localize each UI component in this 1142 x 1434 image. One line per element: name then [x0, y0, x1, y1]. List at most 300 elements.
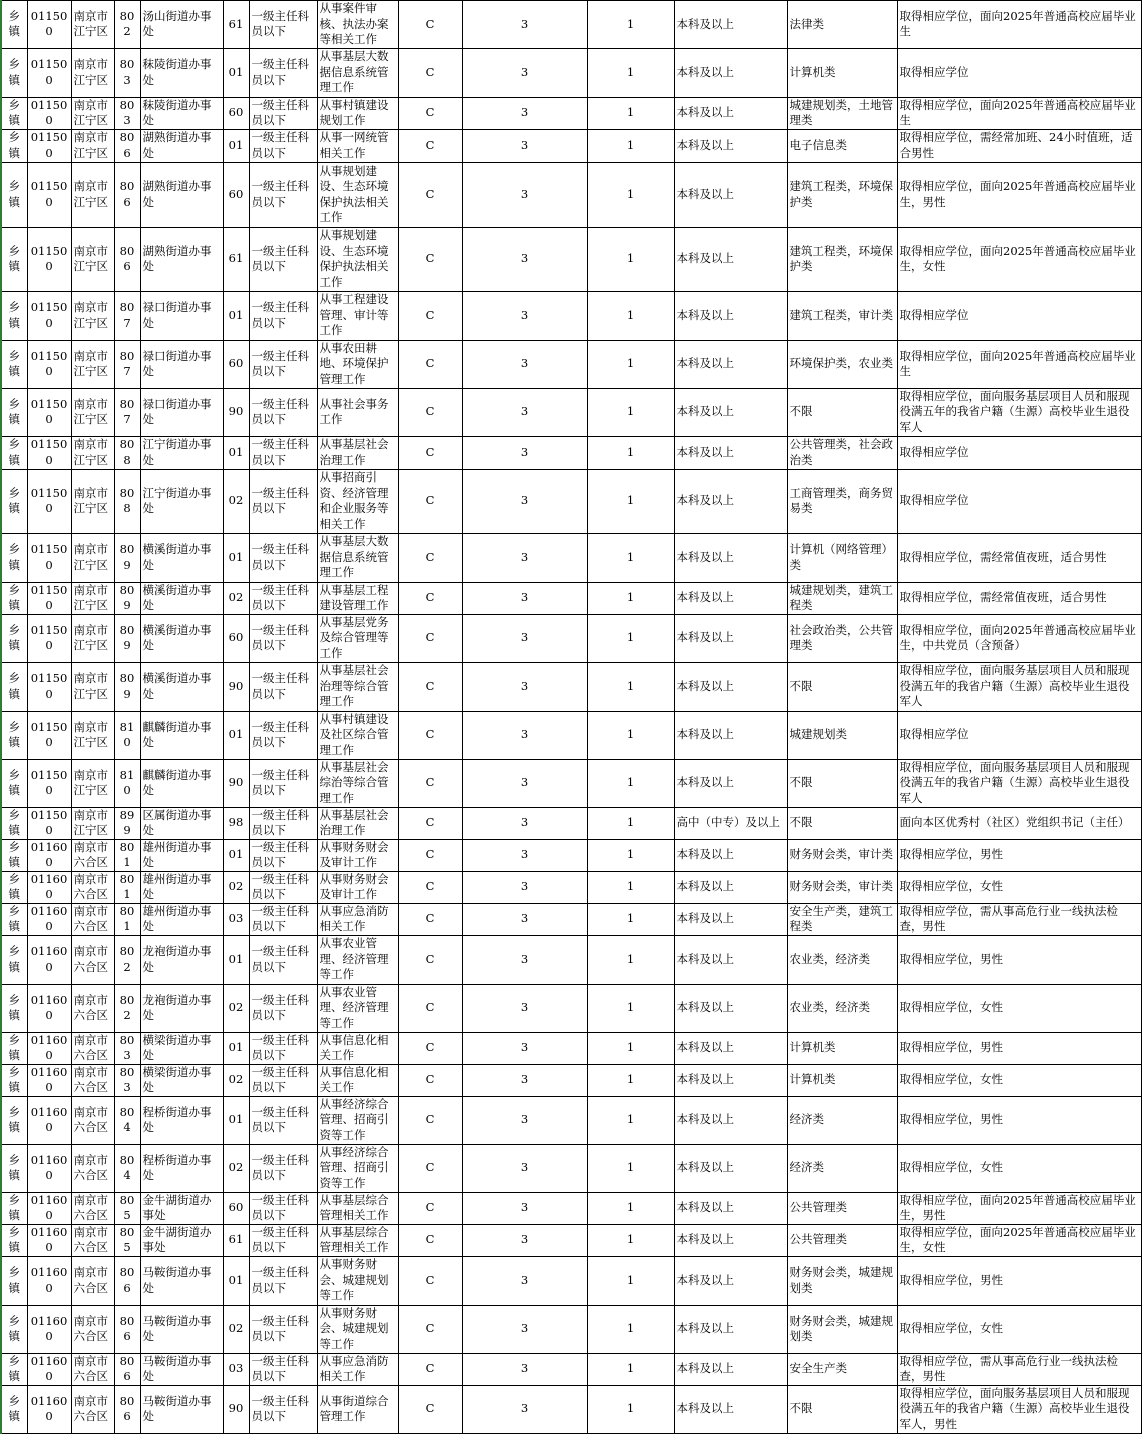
major-cell: 城建规划类，建筑工程类 — [787, 582, 897, 614]
ratio-cell: 3 — [462, 1032, 587, 1064]
unit-code-cell: 803 — [114, 1064, 140, 1096]
count-cell: 1 — [587, 1192, 674, 1224]
unit-name-cell: 湖熟街道办事处 — [140, 129, 223, 162]
note-cell: 取得相应学位 — [897, 469, 1141, 533]
unit-name-cell: 禄口街道办事处 — [140, 340, 223, 388]
description-cell: 从事经济综合管理、招商引资等工作 — [317, 1144, 398, 1192]
level-cell: 一级主任科员以下 — [249, 1256, 317, 1305]
code-cell: 011600 — [27, 1305, 71, 1353]
count-cell: 1 — [587, 711, 674, 759]
area-cell: 南京市六合区 — [71, 1192, 114, 1224]
level-cell: 一级主任科员以下 — [249, 807, 317, 839]
count-cell: 1 — [587, 1, 674, 49]
table-row — [1, 388, 1141, 436]
education-cell: 本科及以上 — [674, 759, 787, 807]
position-code-cell: 90 — [223, 759, 249, 807]
description-cell: 从事农业管理、经济管理等工作 — [317, 935, 398, 984]
major-cell: 公共管理类 — [787, 1192, 897, 1224]
table-row — [1, 1224, 1141, 1256]
table-row — [1, 711, 1141, 759]
ratio-cell: 3 — [462, 839, 587, 871]
table-row — [1, 1192, 1141, 1224]
education-cell: 本科及以上 — [674, 340, 787, 388]
count-cell: 1 — [587, 469, 674, 533]
major-cell: 不限 — [787, 759, 897, 807]
major-cell: 财务财会类，城建规划类 — [787, 1305, 897, 1353]
note-cell: 取得相应学位，男性 — [897, 1096, 1141, 1144]
area-cell: 南京市六合区 — [71, 1305, 114, 1353]
description-cell: 从事农田耕地、环境保护管理工作 — [317, 340, 398, 388]
unit-name-cell: 禄口街道办事处 — [140, 291, 223, 340]
table-row — [1, 533, 1141, 582]
position-code-cell: 02 — [223, 871, 249, 903]
ratio-cell: 3 — [462, 48, 587, 97]
code-cell: 011600 — [27, 871, 71, 903]
education-cell: 高中（中专）及以上 — [674, 807, 787, 839]
type-cell: 乡镇 — [1, 129, 27, 162]
unit-code-cell: 802 — [114, 1, 140, 49]
unit-name-cell: 横溪街道办事处 — [140, 582, 223, 614]
code-cell: 011600 — [27, 984, 71, 1032]
type-cell: 乡镇 — [1, 662, 27, 711]
category-cell: C — [398, 582, 462, 614]
category-cell: C — [398, 227, 462, 291]
ratio-cell: 3 — [462, 340, 587, 388]
note-cell: 取得相应学位，面向服务基层项目人员和服现役满五年的我省户籍（生源）高校毕业生退役军人 — [897, 388, 1141, 436]
category-cell: C — [398, 533, 462, 582]
ratio-cell: 3 — [462, 759, 587, 807]
major-cell: 建筑工程类，环境保护类 — [787, 162, 897, 227]
ratio-cell: 3 — [462, 227, 587, 291]
category-cell: C — [398, 129, 462, 162]
note-cell: 取得相应学位，面向2025年普通高校应届毕业生，男性 — [897, 162, 1141, 227]
table-row — [1, 1144, 1141, 1192]
education-cell: 本科及以上 — [674, 1305, 787, 1353]
count-cell: 1 — [587, 871, 674, 903]
position-code-cell: 02 — [223, 582, 249, 614]
code-cell: 011500 — [27, 533, 71, 582]
area-cell: 南京市江宁区 — [71, 582, 114, 614]
level-cell: 一级主任科员以下 — [249, 839, 317, 871]
ratio-cell: 3 — [462, 1353, 587, 1385]
ratio-cell: 3 — [462, 984, 587, 1032]
unit-code-cell: 808 — [114, 436, 140, 469]
area-cell: 南京市六合区 — [71, 1224, 114, 1256]
note-cell: 取得相应学位，面向服务基层项目人员和服现役满五年的我省户籍（生源）高校毕业生退役军人 — [897, 759, 1141, 807]
table-row — [1, 839, 1141, 871]
unit-code-cell: 806 — [114, 1385, 140, 1433]
note-cell: 取得相应学位，男性 — [897, 839, 1141, 871]
code-cell: 011500 — [27, 388, 71, 436]
unit-code-cell: 804 — [114, 1096, 140, 1144]
position-code-cell: 60 — [223, 614, 249, 662]
unit-name-cell: 横梁街道办事处 — [140, 1032, 223, 1064]
position-code-cell: 01 — [223, 533, 249, 582]
count-cell: 1 — [587, 759, 674, 807]
ratio-cell: 3 — [462, 129, 587, 162]
table-row — [1, 227, 1141, 291]
code-cell: 011500 — [27, 759, 71, 807]
unit-code-cell: 803 — [114, 48, 140, 97]
description-cell: 从事基层社会综治等综合管理工作 — [317, 759, 398, 807]
area-cell: 南京市江宁区 — [71, 227, 114, 291]
note-cell: 取得相应学位，男性 — [897, 935, 1141, 984]
level-cell: 一级主任科员以下 — [249, 1, 317, 49]
table-row — [1, 582, 1141, 614]
note-cell: 取得相应学位，面向2025年普通高校应届毕业生 — [897, 97, 1141, 129]
note-cell: 取得相应学位，面向2025年普通高校应届毕业生，中共党员（含预备） — [897, 614, 1141, 662]
position-code-cell: 01 — [223, 436, 249, 469]
unit-name-cell: 江宁街道办事处 — [140, 436, 223, 469]
description-cell: 从事信息化相关工作 — [317, 1032, 398, 1064]
level-cell: 一级主任科员以下 — [249, 436, 317, 469]
code-cell: 011500 — [27, 340, 71, 388]
type-cell: 乡镇 — [1, 1, 27, 49]
area-cell: 南京市六合区 — [71, 984, 114, 1032]
position-code-cell: 60 — [223, 162, 249, 227]
count-cell: 1 — [587, 1224, 674, 1256]
unit-code-cell: 810 — [114, 759, 140, 807]
unit-name-cell: 雄州街道办事处 — [140, 903, 223, 935]
count-cell: 1 — [587, 1032, 674, 1064]
code-cell: 011600 — [27, 1144, 71, 1192]
description-cell: 从事经济综合管理、招商引资等工作 — [317, 1096, 398, 1144]
type-cell: 乡镇 — [1, 1305, 27, 1353]
level-cell: 一级主任科员以下 — [249, 340, 317, 388]
education-cell: 本科及以上 — [674, 582, 787, 614]
level-cell: 一级主任科员以下 — [249, 903, 317, 935]
code-cell: 011600 — [27, 1353, 71, 1385]
count-cell: 1 — [587, 162, 674, 227]
major-cell: 农业类，经济类 — [787, 984, 897, 1032]
ratio-cell: 3 — [462, 1305, 587, 1353]
level-cell: 一级主任科员以下 — [249, 1224, 317, 1256]
description-cell: 从事基层工程建设管理工作 — [317, 582, 398, 614]
type-cell: 乡镇 — [1, 388, 27, 436]
category-cell: C — [398, 1144, 462, 1192]
code-cell: 011600 — [27, 1224, 71, 1256]
education-cell: 本科及以上 — [674, 1224, 787, 1256]
unit-code-cell: 899 — [114, 807, 140, 839]
unit-code-cell: 809 — [114, 662, 140, 711]
note-cell: 取得相应学位，女性 — [897, 1305, 1141, 1353]
code-cell: 011600 — [27, 1192, 71, 1224]
category-cell: C — [398, 97, 462, 129]
level-cell: 一级主任科员以下 — [249, 935, 317, 984]
type-cell: 乡镇 — [1, 1064, 27, 1096]
note-cell: 取得相应学位 — [897, 711, 1141, 759]
code-cell: 011500 — [27, 129, 71, 162]
ratio-cell: 3 — [462, 1, 587, 49]
unit-code-cell: 806 — [114, 162, 140, 227]
unit-code-cell: 807 — [114, 340, 140, 388]
area-cell: 南京市六合区 — [71, 871, 114, 903]
category-cell: C — [398, 1096, 462, 1144]
table-row — [1, 1305, 1141, 1353]
area-cell: 南京市江宁区 — [71, 807, 114, 839]
table-row — [1, 903, 1141, 935]
level-cell: 一级主任科员以下 — [249, 533, 317, 582]
position-code-cell: 01 — [223, 1096, 249, 1144]
category-cell: C — [398, 1305, 462, 1353]
unit-code-cell: 801 — [114, 903, 140, 935]
note-cell: 取得相应学位，女性 — [897, 871, 1141, 903]
area-cell: 南京市江宁区 — [71, 662, 114, 711]
count-cell: 1 — [587, 129, 674, 162]
table-row — [1, 1, 1141, 49]
position-code-cell: 90 — [223, 388, 249, 436]
education-cell: 本科及以上 — [674, 436, 787, 469]
education-cell: 本科及以上 — [674, 1192, 787, 1224]
note-cell: 取得相应学位，女性 — [897, 1144, 1141, 1192]
table-row — [1, 97, 1141, 129]
table-row — [1, 1353, 1141, 1385]
description-cell: 从事应急消防相关工作 — [317, 1353, 398, 1385]
description-cell: 从事工程建设管理、审计等工作 — [317, 291, 398, 340]
unit-code-cell: 809 — [114, 582, 140, 614]
ratio-cell: 3 — [462, 582, 587, 614]
position-code-cell: 90 — [223, 662, 249, 711]
unit-name-cell: 汤山街道办事处 — [140, 1, 223, 49]
position-code-cell: 90 — [223, 1385, 249, 1433]
unit-code-cell: 802 — [114, 984, 140, 1032]
position-code-cell: 01 — [223, 291, 249, 340]
unit-name-cell: 横溪街道办事处 — [140, 662, 223, 711]
count-cell: 1 — [587, 340, 674, 388]
area-cell: 南京市六合区 — [71, 1385, 114, 1433]
unit-code-cell: 805 — [114, 1192, 140, 1224]
note-cell: 取得相应学位，面向2025年普通高校应届毕业生，男性 — [897, 1192, 1141, 1224]
type-cell: 乡镇 — [1, 871, 27, 903]
ratio-cell: 3 — [462, 469, 587, 533]
unit-code-cell: 806 — [114, 227, 140, 291]
unit-name-cell: 程桥街道办事处 — [140, 1096, 223, 1144]
level-cell: 一级主任科员以下 — [249, 1096, 317, 1144]
count-cell: 1 — [587, 807, 674, 839]
education-cell: 本科及以上 — [674, 903, 787, 935]
code-cell: 011600 — [27, 903, 71, 935]
ratio-cell: 3 — [462, 871, 587, 903]
education-cell: 本科及以上 — [674, 1385, 787, 1433]
type-cell: 乡镇 — [1, 469, 27, 533]
unit-code-cell: 804 — [114, 1144, 140, 1192]
table-row — [1, 291, 1141, 340]
ratio-cell: 3 — [462, 662, 587, 711]
position-code-cell: 98 — [223, 807, 249, 839]
code-cell: 011600 — [27, 1385, 71, 1433]
position-code-cell: 02 — [223, 1305, 249, 1353]
unit-code-cell: 808 — [114, 469, 140, 533]
level-cell: 一级主任科员以下 — [249, 1353, 317, 1385]
count-cell: 1 — [587, 227, 674, 291]
unit-code-cell: 809 — [114, 533, 140, 582]
unit-name-cell: 雄州街道办事处 — [140, 871, 223, 903]
major-cell: 农业类，经济类 — [787, 935, 897, 984]
position-code-cell: 60 — [223, 1192, 249, 1224]
count-cell: 1 — [587, 1096, 674, 1144]
ratio-cell: 3 — [462, 97, 587, 129]
ratio-cell: 3 — [462, 711, 587, 759]
count-cell: 1 — [587, 1064, 674, 1096]
type-cell: 乡镇 — [1, 291, 27, 340]
code-cell: 011500 — [27, 97, 71, 129]
table-row — [1, 759, 1141, 807]
note-cell: 取得相应学位，女性 — [897, 1064, 1141, 1096]
unit-code-cell: 807 — [114, 388, 140, 436]
table-row — [1, 614, 1141, 662]
position-code-cell: 61 — [223, 227, 249, 291]
unit-name-cell: 龙袍街道办事处 — [140, 935, 223, 984]
level-cell: 一级主任科员以下 — [249, 614, 317, 662]
category-cell: C — [398, 1064, 462, 1096]
table-row — [1, 1064, 1141, 1096]
major-cell: 安全生产类，建筑工程类 — [787, 903, 897, 935]
ratio-cell: 3 — [462, 1192, 587, 1224]
table-row — [1, 807, 1141, 839]
note-cell: 取得相应学位，男性 — [897, 1256, 1141, 1305]
category-cell: C — [398, 984, 462, 1032]
area-cell: 南京市六合区 — [71, 1032, 114, 1064]
type-cell: 乡镇 — [1, 614, 27, 662]
category-cell: C — [398, 469, 462, 533]
table-row — [1, 162, 1141, 227]
category-cell: C — [398, 1256, 462, 1305]
area-cell: 南京市江宁区 — [71, 48, 114, 97]
ratio-cell: 3 — [462, 807, 587, 839]
count-cell: 1 — [587, 903, 674, 935]
area-cell: 南京市江宁区 — [71, 129, 114, 162]
note-cell: 取得相应学位，需经常值夜班，适合男性 — [897, 582, 1141, 614]
type-cell: 乡镇 — [1, 711, 27, 759]
level-cell: 一级主任科员以下 — [249, 1032, 317, 1064]
table-row — [1, 1256, 1141, 1305]
count-cell: 1 — [587, 1256, 674, 1305]
count-cell: 1 — [587, 839, 674, 871]
table-row — [1, 129, 1141, 162]
count-cell: 1 — [587, 1305, 674, 1353]
area-cell: 南京市六合区 — [71, 1096, 114, 1144]
area-cell: 南京市六合区 — [71, 1353, 114, 1385]
description-cell: 从事村镇建设规划工作 — [317, 97, 398, 129]
ratio-cell: 3 — [462, 162, 587, 227]
unit-name-cell: 横溪街道办事处 — [140, 533, 223, 582]
education-cell: 本科及以上 — [674, 1064, 787, 1096]
category-cell: C — [398, 291, 462, 340]
position-code-cell: 01 — [223, 48, 249, 97]
category-cell: C — [398, 871, 462, 903]
code-cell: 011600 — [27, 839, 71, 871]
area-cell: 南京市江宁区 — [71, 614, 114, 662]
major-cell: 计算机类 — [787, 1064, 897, 1096]
education-cell: 本科及以上 — [674, 614, 787, 662]
education-cell: 本科及以上 — [674, 984, 787, 1032]
level-cell: 一级主任科员以下 — [249, 1385, 317, 1433]
description-cell: 从事村镇建设及社区综合管理工作 — [317, 711, 398, 759]
level-cell: 一级主任科员以下 — [249, 984, 317, 1032]
education-cell: 本科及以上 — [674, 935, 787, 984]
education-cell: 本科及以上 — [674, 1, 787, 49]
major-cell: 电子信息类 — [787, 129, 897, 162]
code-cell: 011500 — [27, 711, 71, 759]
table-row — [1, 1385, 1141, 1433]
unit-name-cell: 程桥街道办事处 — [140, 1144, 223, 1192]
level-cell: 一级主任科员以下 — [249, 662, 317, 711]
code-cell: 011500 — [27, 291, 71, 340]
position-code-cell: 03 — [223, 1353, 249, 1385]
education-cell: 本科及以上 — [674, 1353, 787, 1385]
category-cell: C — [398, 340, 462, 388]
category-cell: C — [398, 903, 462, 935]
major-cell: 城建规划类，土地管理类 — [787, 97, 897, 129]
unit-code-cell: 806 — [114, 1353, 140, 1385]
category-cell: C — [398, 48, 462, 97]
type-cell: 乡镇 — [1, 1032, 27, 1064]
description-cell: 从事一网统管相关工作 — [317, 129, 398, 162]
description-cell: 从事招商引资、经济管理和企业服务等相关工作 — [317, 469, 398, 533]
level-cell: 一级主任科员以下 — [249, 711, 317, 759]
note-cell: 取得相应学位，面向服务基层项目人员和服现役满五年的我省户籍（生源）高校毕业生退役军人 — [897, 662, 1141, 711]
description-cell: 从事财务财会、城建规划等工作 — [317, 1305, 398, 1353]
count-cell: 1 — [587, 48, 674, 97]
unit-name-cell: 龙袍街道办事处 — [140, 984, 223, 1032]
category-cell: C — [398, 1224, 462, 1256]
level-cell: 一级主任科员以下 — [249, 162, 317, 227]
table-row — [1, 48, 1141, 97]
unit-name-cell: 马鞍街道办事处 — [140, 1385, 223, 1433]
position-code-cell: 60 — [223, 340, 249, 388]
count-cell: 1 — [587, 984, 674, 1032]
ratio-cell: 3 — [462, 1224, 587, 1256]
type-cell: 乡镇 — [1, 1224, 27, 1256]
code-cell: 011600 — [27, 1096, 71, 1144]
level-cell: 一级主任科员以下 — [249, 97, 317, 129]
major-cell: 安全生产类 — [787, 1353, 897, 1385]
education-cell: 本科及以上 — [674, 227, 787, 291]
major-cell: 财务财会类，审计类 — [787, 871, 897, 903]
position-code-cell: 02 — [223, 1144, 249, 1192]
code-cell: 011600 — [27, 1256, 71, 1305]
category-cell: C — [398, 436, 462, 469]
area-cell: 南京市六合区 — [71, 1256, 114, 1305]
type-cell: 乡镇 — [1, 984, 27, 1032]
unit-code-cell: 801 — [114, 839, 140, 871]
unit-name-cell: 秣陵街道办事处 — [140, 97, 223, 129]
description-cell: 从事规划建设、生态环境保护执法相关工作 — [317, 162, 398, 227]
major-cell: 不限 — [787, 662, 897, 711]
table-row — [1, 662, 1141, 711]
note-cell: 取得相应学位，面向2025年普通高校应届毕业生 — [897, 1, 1141, 49]
position-code-cell: 01 — [223, 935, 249, 984]
type-cell: 乡镇 — [1, 1192, 27, 1224]
position-code-cell: 61 — [223, 1224, 249, 1256]
ratio-cell: 3 — [462, 1256, 587, 1305]
major-cell: 不限 — [787, 807, 897, 839]
major-cell: 经济类 — [787, 1144, 897, 1192]
unit-name-cell: 横溪街道办事处 — [140, 614, 223, 662]
code-cell: 011500 — [27, 1, 71, 49]
type-cell: 乡镇 — [1, 227, 27, 291]
education-cell: 本科及以上 — [674, 129, 787, 162]
code-cell: 011500 — [27, 48, 71, 97]
level-cell: 一级主任科员以下 — [249, 1144, 317, 1192]
position-code-cell: 01 — [223, 711, 249, 759]
education-cell: 本科及以上 — [674, 839, 787, 871]
unit-code-cell: 806 — [114, 1256, 140, 1305]
count-cell: 1 — [587, 582, 674, 614]
ratio-cell: 3 — [462, 1385, 587, 1433]
unit-code-cell: 801 — [114, 871, 140, 903]
unit-code-cell: 805 — [114, 1224, 140, 1256]
